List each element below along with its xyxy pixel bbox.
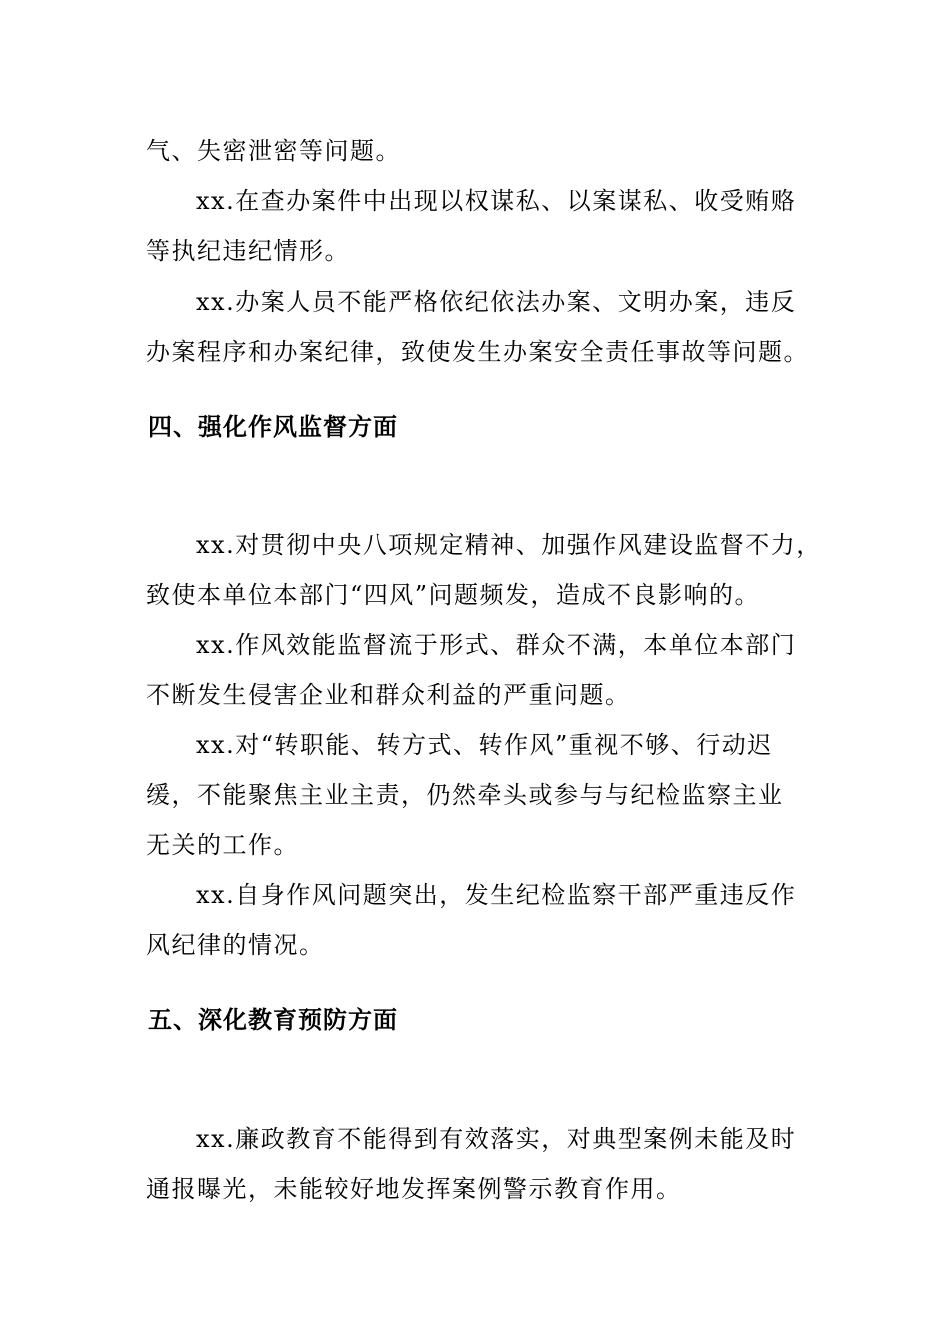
paragraph-line: 等执纪违纪情形。 <box>146 237 350 265</box>
paragraph-line: 风纪律的情况。 <box>146 931 325 959</box>
paragraph-line: 不断发生侵害企业和群众利益的严重问题。 <box>146 681 631 709</box>
paragraph-line: 缓，不能聚焦主业主责，仍然牵头或参与与纪检监察主业 <box>146 781 784 809</box>
paragraph-line: xx.对“转职能、转方式、转作风”重视不够、行动迟 <box>196 731 773 759</box>
paragraph-line: xx.办案人员不能严格依纪依法办案、文明办案，违反 <box>196 288 797 316</box>
paragraph-line: 气、失密泄密等问题。 <box>146 137 401 165</box>
section-heading: 五、深化教育预防方面 <box>148 1006 398 1034</box>
section-heading: 四、强化作风监督方面 <box>148 413 398 441</box>
paragraph-line: xx.在查办案件中出现以权谋私、以案谋私、收受贿赂 <box>196 187 797 215</box>
paragraph-line: 通报曝光，未能较好地发挥案例警示教育作用。 <box>146 1175 682 1203</box>
paragraph-line: 致使本单位本部门“四风”问题频发，造成不良影响的。 <box>146 581 761 609</box>
paragraph-line: xx.自身作风问题突出，发生纪检监察干部严重违反作 <box>196 881 797 909</box>
paragraph-line: 无关的工作。 <box>146 831 299 859</box>
paragraph-line: xx.对贯彻中央八项规定精神、加强作风建设监督不力， <box>196 531 822 559</box>
paragraph-line: xx.作风效能监督流于形式、群众不满，本单位本部门 <box>196 631 797 659</box>
paragraph-line: 办案程序和办案纪律，致使发生办案安全责任事故等问题。 <box>146 338 809 366</box>
paragraph-line: xx.廉政教育不能得到有效落实，对典型案例未能及时 <box>196 1125 797 1153</box>
